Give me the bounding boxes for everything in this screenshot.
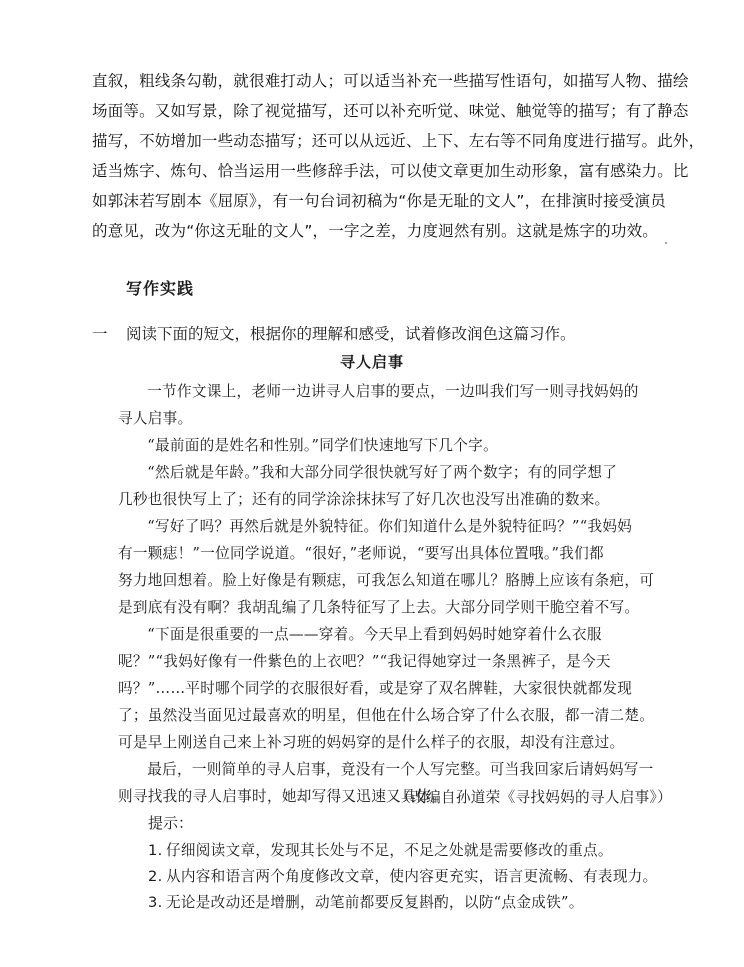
tip-number: 1. xyxy=(148,842,163,859)
exercise-number: 一 xyxy=(92,325,108,343)
story-line: “然后就是年龄。”我和大部分同学很快就写好了两个数字；有的同学想了 xyxy=(147,464,618,481)
tip-text: 仔细阅读文章，发现其长处与不足，不足之处就是需要修改的重点。 xyxy=(166,842,613,859)
intro-line: 适当炼字、炼句、恰当运用一些修辞手法，可以使文章更加生动形象，富有感染力。比 xyxy=(92,162,689,180)
intro-line: 如郭沫若写剧本《屈原》，有一句台词初稿为“你是无耻的文人”，在排演时接受演员 xyxy=(92,192,666,210)
story-line: 呢？”“我妈好像有一件紫色的上衣吧？”“我记得她穿过一条黑裤子，是今天 xyxy=(118,653,611,670)
tips-label: 提示： xyxy=(148,814,194,832)
tip-number: 2. xyxy=(148,868,163,885)
story-title: 寻人启事 xyxy=(339,353,404,371)
scan-speck xyxy=(665,242,667,244)
intro-line: 的意见，改为“你这无耻的文人”，一字之差，力度迥然有别。这就是炼字的功效。 xyxy=(92,222,658,240)
story-body xyxy=(118,378,698,810)
story-line: 了；虽然没当面见过最喜欢的明星，但他在什么场合穿了什么衣服，都一清二楚。 xyxy=(118,707,655,724)
story-line: 努力地回想着。脸上好像是有颗痣，可我怎么知道在哪儿？胳膊上应该有条疤，可 xyxy=(118,572,655,589)
intro-line: 描写，不妨增加一些动态描写；还可以从远近、上下、左右等不同角度进行描写。此外， xyxy=(92,132,705,150)
story-line: 几秒也很快写上了；还有的同学涂涂抹抹写了好几次也没写出准确的数来。 xyxy=(118,491,610,508)
story-line: 是到底有没有啊？我胡乱编了几条特征写了上去。大部分同学则干脆空着不写。 xyxy=(118,599,640,616)
story-line: 可是早上刚送自己来上补习班的妈妈穿的是什么样子的衣服，却没有注意过。 xyxy=(118,734,625,751)
section-heading: 写作实践 xyxy=(126,279,195,298)
tip-number: 3. xyxy=(148,894,163,911)
exercise-instruction xyxy=(92,322,692,346)
tip-item xyxy=(148,890,658,916)
story-line: 寻人启事。 xyxy=(118,410,193,427)
tip-item xyxy=(148,838,658,864)
tips-list xyxy=(148,838,658,916)
tip-text: 无论是改动还是增删，动笔前都要反复斟酌，以防“点金成铁”。 xyxy=(166,894,584,911)
story-line: “下面是很重要的一点——穿着。今天早上看到妈妈时她穿着什么衣服 xyxy=(147,626,602,643)
intro-paragraph xyxy=(92,66,705,246)
story-line: “写好了吗？再然后就是外貌特征。你们知道什么是外貌特征吗？”“我妈妈 xyxy=(147,518,633,535)
story-line: 最后，一则简单的寻人启事，竟没有一个人写完整。可当我回家后请妈妈写一 xyxy=(147,761,654,778)
intro-line: 直叙，粗线条勾勒，就很难打动人；可以适当补充一些描写性语句，如描写人物、描绘 xyxy=(92,72,689,90)
story-line: 吗？”……平时哪个同学的衣服很好看，或是穿了双名牌鞋，大家很快就都发现 xyxy=(118,680,633,697)
source-credit: （改编自孙道荣《寻找妈妈的寻人启事》） xyxy=(396,789,672,806)
intro-line: 场面等。又如写景，除了视觉描写，还可以补充听觉、味觉、触觉等的描写；有了静态 xyxy=(92,102,689,120)
exercise-text: 阅读下面的短文，根据你的理解和感受，试着修改润色这篇习作。 xyxy=(126,325,576,343)
tip-text: 从内容和语言两个角度修改文章，使内容更充实，语言更流畅、有表现力。 xyxy=(166,868,658,885)
story-line: “最前面的是姓名和性别。”同学们快速地写下几个字。 xyxy=(147,437,498,454)
story-line: 则寻找我的寻人启事时，她却写得又迅速又具体。 xyxy=(118,788,446,805)
tip-item xyxy=(148,864,658,890)
story-line: 有一颗痣！”一位同学说道。“很好，”老师说，“要写出具体位置哦。”我们都 xyxy=(118,545,604,562)
story-line: 一节作文课上，老师一边讲寻人启事的要点，一边叫我们写一则寻找妈妈的 xyxy=(147,383,639,400)
